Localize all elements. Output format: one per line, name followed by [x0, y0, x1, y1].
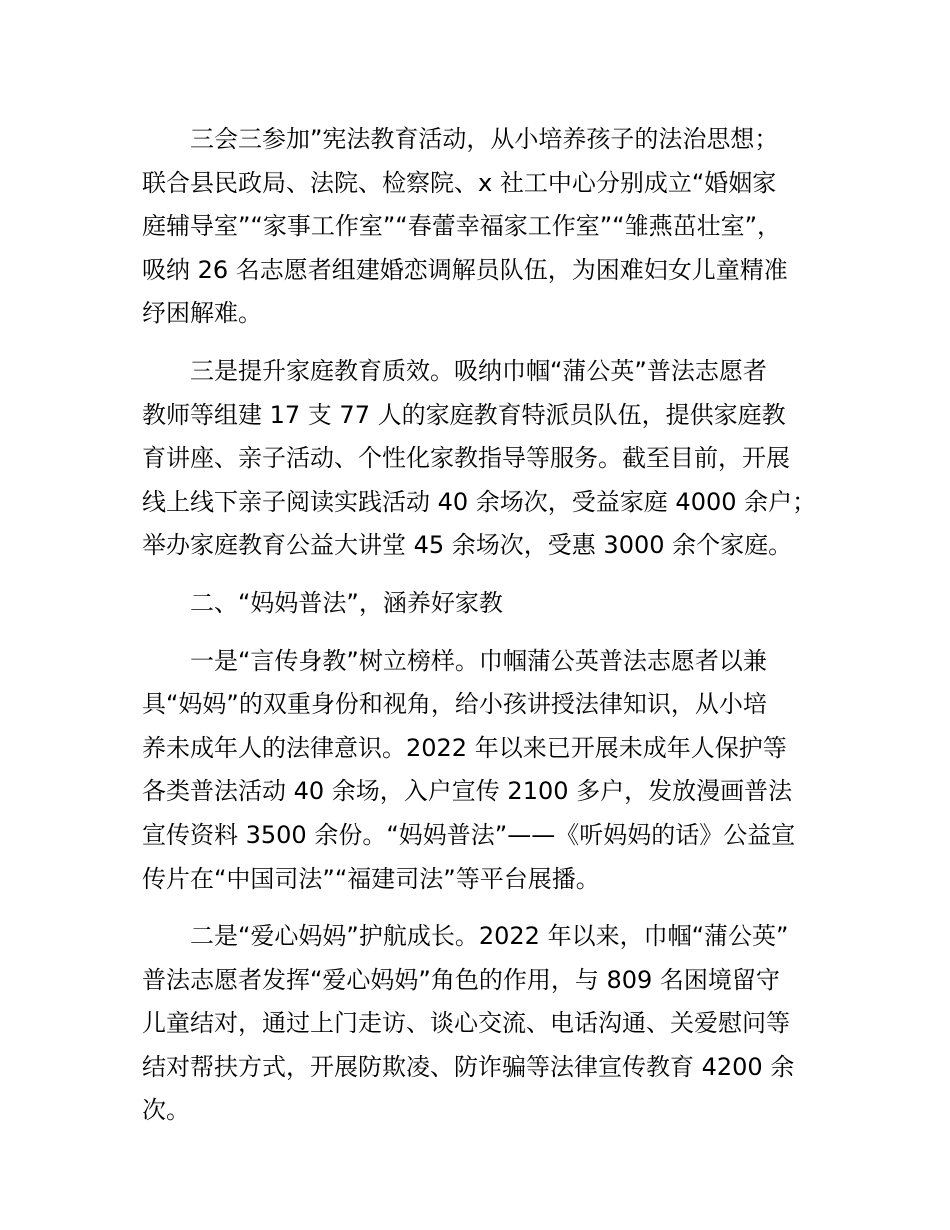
text-line: 庭辅导室”“家事工作室”“春蕾幸福家工作室”“雏燕茁壮室”， — [142, 212, 782, 241]
text-line: 儿童结对，通过上门走访、谈心交流、电话沟通、关爱慰问等 — [142, 1009, 790, 1038]
text-line: 具“妈妈”的双重身份和视角，给小孩讲授法律知识，从小培 — [142, 690, 767, 719]
text-line: 教师等组建 17 支 77 人的家庭教育特派员队伍，提供家庭教 — [142, 400, 786, 429]
text-line: 传片在“中国司法”“福建司法”等平台展播。 — [142, 864, 600, 893]
paragraph-caring-mothers — [142, 915, 832, 1133]
text-line: 纾困解难。 — [142, 299, 262, 328]
paragraph-constitution-education — [142, 118, 832, 336]
paragraph-lead-by-example — [142, 640, 832, 902]
text-line: 次。 — [142, 1096, 190, 1125]
document-body — [142, 118, 832, 1147]
text-line: 线上线下亲子阅读实践活动 40 余场次，受益家庭 4000 余户； — [142, 487, 817, 516]
text-line: 各类普法活动 40 余场，入户宣传 2100 多户，发放漫画普法 — [142, 777, 793, 806]
text-line: 养未成年人的法律意识。2022 年以来已开展未成年人保护等 — [142, 733, 787, 762]
text-line: 宣传资料 3500 余份。“妈妈普法”——《听妈妈的话》公益宣 — [142, 820, 796, 849]
text-line: 结对帮扶方式，开展防欺凌、防诈骗等法律宣传教育 4200 余 — [142, 1052, 795, 1081]
text-line: 一是“言传身教”树立榜样。巾帼蒲公英普法志愿者以兼 — [190, 646, 767, 675]
text-line: 举办家庭教育公益大讲堂 45 余场次，受惠 3000 余个家庭。 — [142, 531, 793, 560]
paragraph-family-education-quality — [142, 350, 832, 568]
text-line: 三是提升家庭教育质效。吸纳巾帼“蒲公英”普法志愿者 — [190, 356, 767, 385]
text-line: 二、“妈妈普法”，涵养好家教 — [190, 588, 503, 617]
text-line: 联合县民政局、法院、检察院、x 社工中心分别成立“婚姻家 — [142, 168, 777, 197]
text-line: 二是“爱心妈妈”护航成长。2022 年以来，巾帼“蒲公英” — [190, 922, 789, 951]
text-line: 吸纳 26 名志愿者组建婚恋调解员队伍，为困难妇女儿童精准 — [142, 255, 788, 284]
section-heading-mama-law — [142, 582, 832, 626]
text-line: 育讲座、亲子活动、个性化家教指导等服务。截至目前，开展 — [142, 444, 790, 473]
text-line: 三会三参加”宪法教育活动，从小培养孩子的法治思想； — [190, 125, 779, 153]
text-line: 普法志愿者发挥“爱心妈妈”角色的作用，与 809 名困境留守 — [142, 965, 780, 994]
